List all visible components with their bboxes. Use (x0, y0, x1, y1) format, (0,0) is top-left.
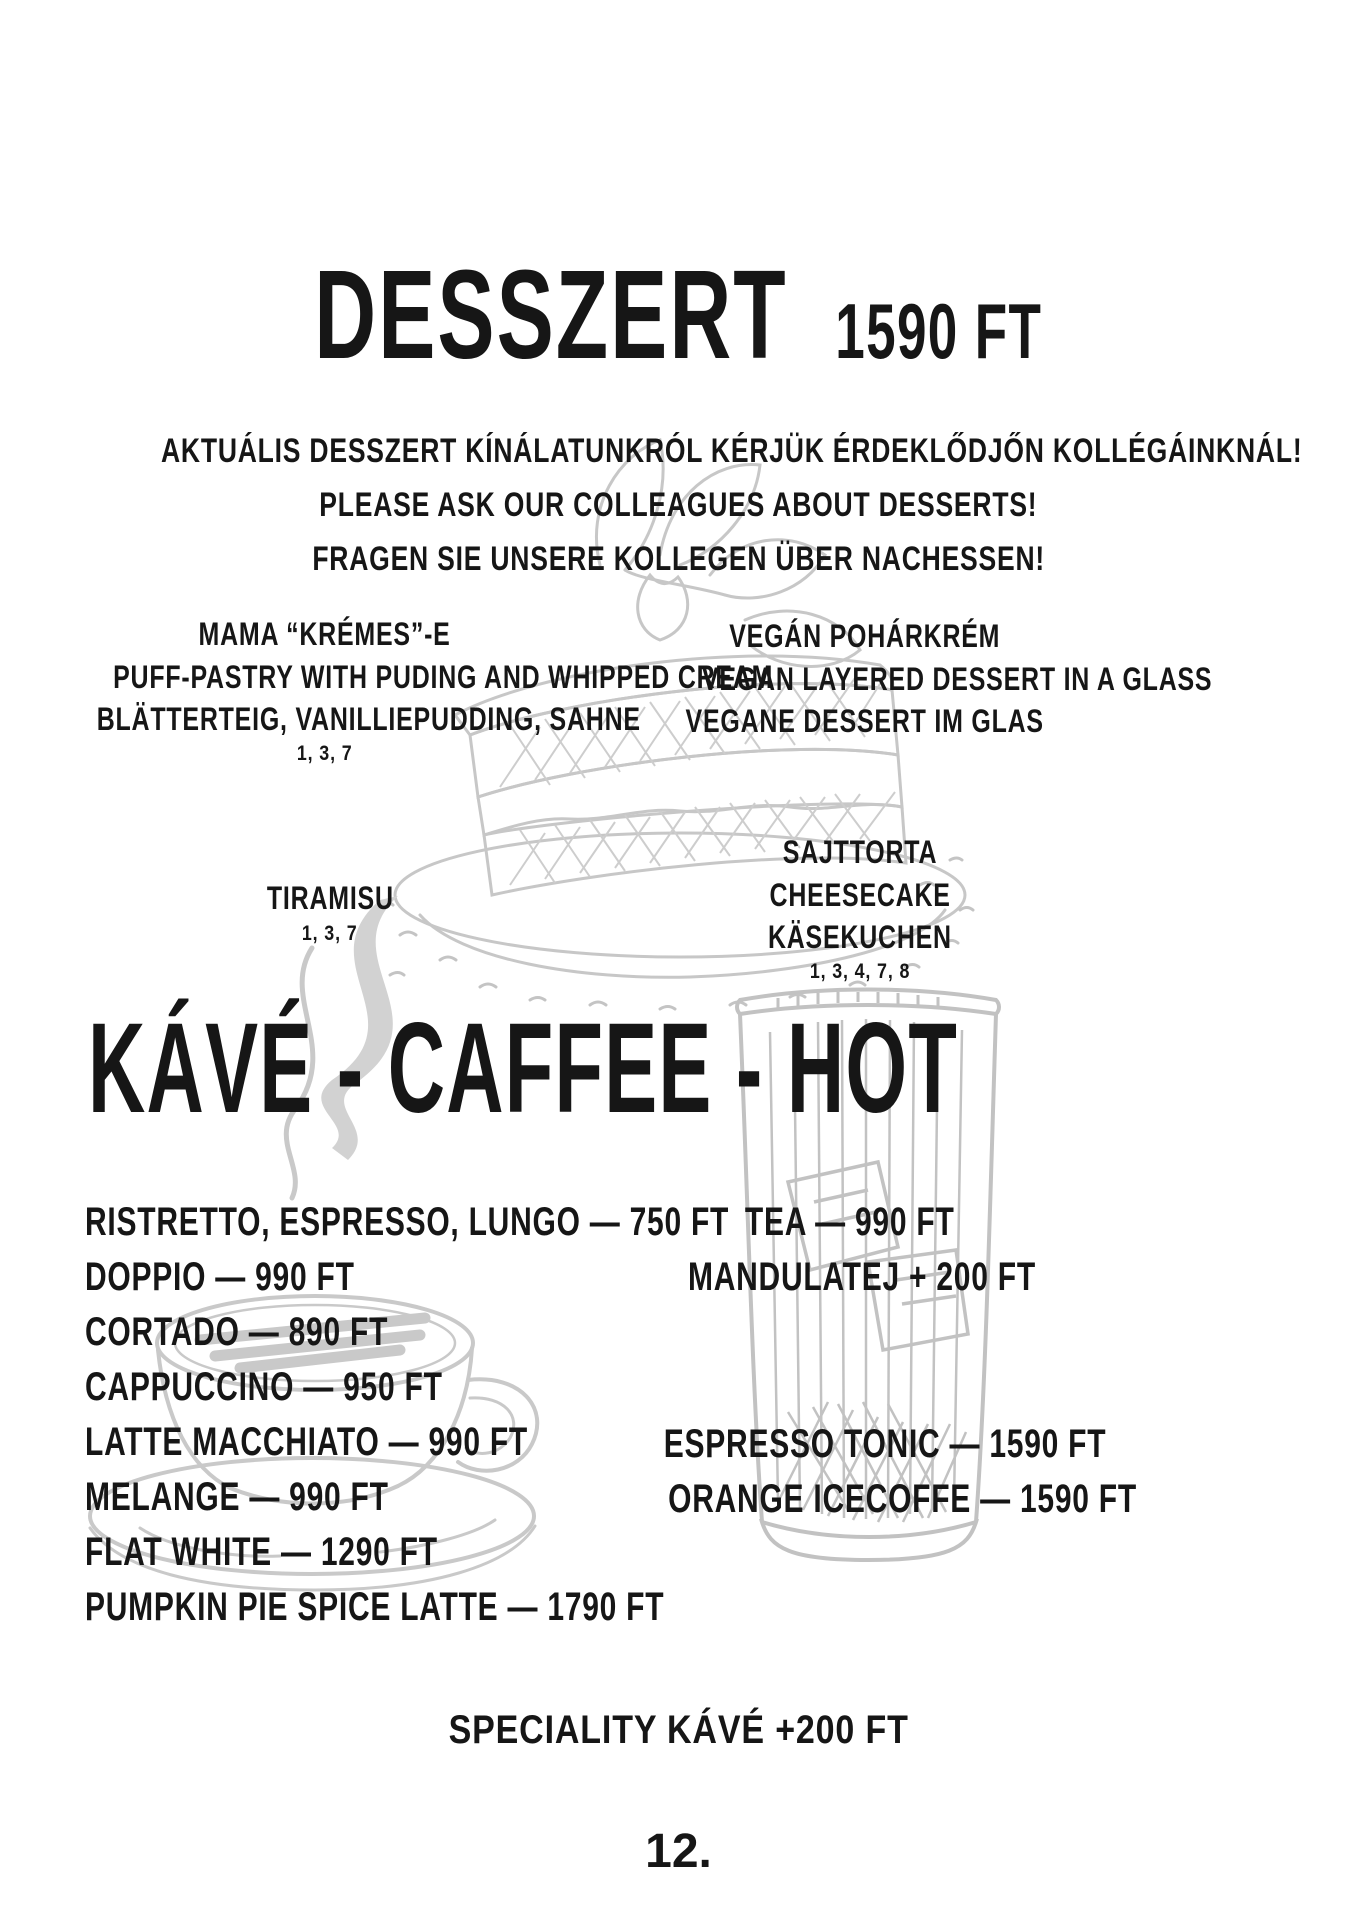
dessert-item-desc-de: VEGANE DESSERT IM GLAS (685, 703, 1045, 739)
note-line-de: FRAGEN SIE UNSERE KOLLEGEN ÜBER NACHESSEN! (312, 540, 1045, 578)
note-line-hu: AKTUÁLIS DESSZERT KÍNÁLATUNKRÓL KÉRJÜK ÉRDEKLŐDJŐN KOLLÉGÁINKNÁL! (160, 432, 1303, 470)
coffee-menu-item: CORTADO — 890 FT (85, 1310, 389, 1354)
allergen-numbers: 1, 3, 4, 7, 8 (809, 960, 911, 983)
coffee-menu-item: DOPPIO — 990 FT (85, 1255, 355, 1299)
dessert-item-name: MAMA “KRÉMES”-E (198, 616, 452, 652)
tea-menu-list (630, 1195, 1070, 1305)
allergen-numbers: 1, 3, 7 (302, 922, 358, 945)
coffee-menu-item: MELANGE — 990 FT (85, 1475, 389, 1519)
dessert-price: 1590 FT (835, 287, 1043, 375)
dessert-header (0, 244, 1357, 385)
coffee-menu-item: PUMPKIN PIE SPICE LATTE — 1790 FT (85, 1585, 665, 1629)
coffee-section-title: KÁVÉ - CAFFEE - HOT (88, 997, 959, 1140)
iced-coffee-menu-list (590, 1417, 1137, 1527)
dessert-item (630, 614, 1213, 742)
dessert-item-name: TIRAMISU (266, 880, 394, 916)
dessert-item-name: SAJTTORTA (782, 834, 938, 870)
coffee-menu-item: MANDULATEJ + 200 FT (687, 1255, 1036, 1299)
coffee-menu-item: TEA — 990 FT (745, 1200, 955, 1244)
speciality-note: SPECIALITY KÁVÉ +200 FT (448, 1708, 909, 1752)
page-number: 12. (645, 1825, 712, 1878)
dessert-item-name: VEGÁN POHÁRKRÉM (729, 618, 1001, 654)
coffee-menu-item: ORANGE ICECOFFE — 1590 FT (668, 1477, 1137, 1521)
dessert-item (160, 876, 500, 947)
dessert-title: DESSZERT (314, 244, 788, 385)
coffee-menu-item: ESPRESSO TONIC — 1590 FT (663, 1422, 1107, 1466)
dessert-item-desc-en: VEGAN LAYERED DESSERT IN A GLASS (701, 661, 1213, 697)
coffee-menu-item: LATTE MACCHIATO — 990 FT (85, 1420, 529, 1464)
dessert-item (20, 612, 774, 767)
note-line-en: PLEASE ASK OUR COLLEAGUES ABOUT DESSERTS! (319, 486, 1038, 524)
dessert-item-desc-en: CHEESECAKE (769, 877, 951, 913)
dessert-item-desc-de: KÄSEKUCHEN (768, 919, 952, 955)
dessert-item-desc-de: BLÄTTERTEIG, VANILLIEPUDDING, SAHNE (96, 701, 641, 737)
dessert-item-desc-en: PUFF-PASTRY WITH PUDING AND WHIPPED CREAM (113, 659, 774, 695)
dessert-notes (0, 424, 1357, 586)
dessert-item (700, 830, 1020, 985)
coffee-menu-item: RISTRETTO, ESPRESSO, LUNGO — 750 FT (85, 1200, 730, 1244)
coffee-menu-item: FLAT WHITE — 1290 FT (85, 1530, 438, 1574)
coffee-menu-item: CAPPUCCINO — 950 FT (85, 1365, 443, 1409)
allergen-numbers: 1, 3, 7 (297, 742, 353, 765)
